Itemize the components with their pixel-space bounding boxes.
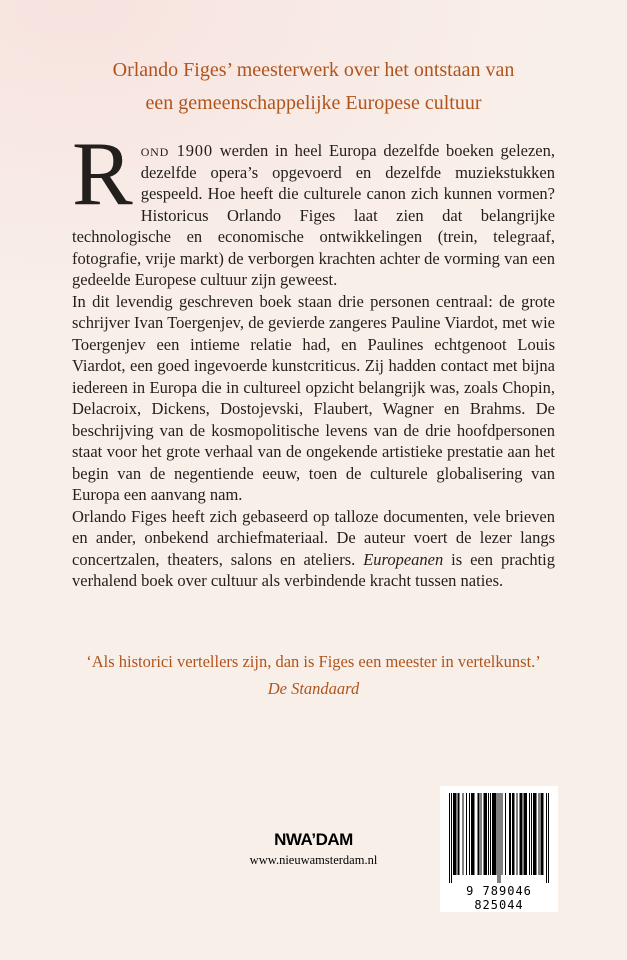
review-quote-source: De Standaard bbox=[267, 679, 360, 698]
headline-line-2: een gemeenschappelijke Europese cultuur bbox=[145, 92, 482, 114]
paragraph-1-text: werden in heel Europa dezelfde boeken gelezen, dezelfde opera’s opgevoerd en dezelfde muziekstukken gespeeld. Hoe heeft die culturele canon zich kunnen vormen? Historicus Orlando Figes laat zien dat belangrijke technologische en economische ontwikkelingen (trein, telegraaf, fotografie, vrije markt) de verborgen krachten achter de vorming van een gedeelde Europese cultuur zijn geweest. bbox=[72, 141, 555, 289]
barcode bbox=[440, 786, 558, 912]
publisher-logo: NWA’DAM bbox=[274, 830, 353, 849]
paragraph-3-text-end: is een prachtig verhalend boek over cultuur als verbindende kracht tussen naties. bbox=[72, 549, 556, 590]
drop-cap: R bbox=[72, 123, 133, 224]
publisher-website: www.nieuwamsterdam.nl bbox=[249, 853, 378, 867]
opening-smallcaps: ond 1900 bbox=[140, 141, 213, 160]
review-quote bbox=[36, 648, 591, 702]
paragraph-3 bbox=[72, 506, 555, 592]
headline-line-1: Orlando Figes’ meesterwerk over het ontstaan van bbox=[112, 59, 515, 81]
paragraph-2: In dit levendig geschreven boek staan drie personen centraal: de grote schrijver Ivan Toergenjev, de gevierde zangeres Pauline Viardot, met wie Toergenjev een intieme relatie had, en Paulines echtgenoot Louis Viardot, een goed ingevoerde kunstcriticus. Zij hadden contact met bijna iedereen in Europa die in cultureel opzicht belangrijk was, zoals Chopin, Delacroix, Dickens, Dostojevski, Flaubert, Wagner en Brahms. De beschrijving van de kosmopolitische levens van de drie hoofdpersonen staat voor het grote verhaal van de ongekende artistieke prestatie aan het begin van de negentiende eeuw, toen de culturele globalisering van Europa een aanvang nam. bbox=[72, 291, 555, 504]
headline bbox=[40, 54, 587, 120]
paragraph-1 bbox=[72, 123, 555, 291]
isbn-number: 9 789046 825044 bbox=[466, 884, 532, 912]
paragraph-3-text-start: Orlando Figes heeft zich gebaseerd op talloze documenten, vele brieven en ander, onbekend archiefmateriaal. De auteur voert de lezer langs concertzalen, theaters, salons en ateliers. bbox=[72, 506, 555, 569]
book-title-italic: Europeanen bbox=[363, 549, 444, 569]
barcode-bars-icon bbox=[449, 793, 549, 883]
review-quote-text: ‘Als historici vertellers zijn, dan is Figes een meester in vertelkunst.’ bbox=[86, 652, 541, 671]
blurb bbox=[72, 123, 556, 592]
